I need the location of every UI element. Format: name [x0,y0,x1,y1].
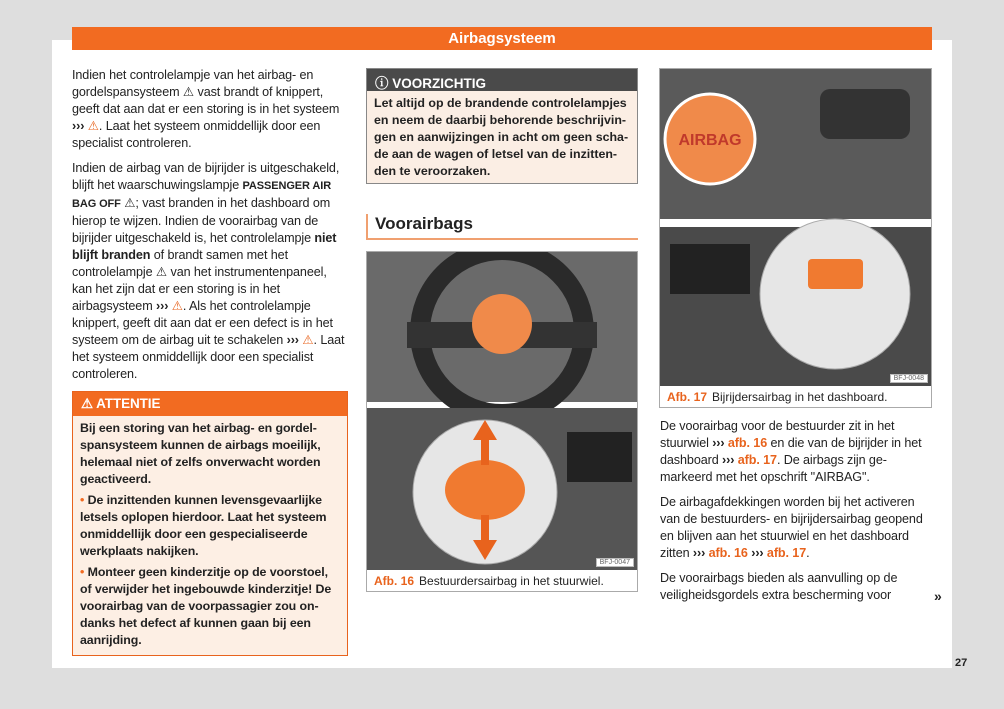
section-heading: Voorairbags [366,214,638,240]
passenger-airbag-off-icon: ⚠︎; [120,196,139,210]
attention-header: ⚠ ATTENTIE [73,392,347,416]
attention-bullet: • De inzittenden kunnen levensgevaarlijke letsels oplopen hierdoor. Laat het systeem onmiddellijk door een gespecialiseerde werkplaats nakijken. [80,493,327,558]
continued-mark: » [934,588,942,604]
figure-code: BFJ-0048 [890,374,928,383]
warning-triangle-icon: ⚠ [302,333,314,347]
figure-17 [659,68,932,408]
airbag-warning-lamp-icon: ⚠︎ [182,85,198,99]
figure-16 [366,251,638,592]
paragraph: De voorairbag voor de bestuurder zit in het stuurwiel ››› afb. 16 en die van de bijrijder in het dashboard ››› afb. 17. De airbags zijn gemarkeerd met het opschrift "AIRBAG". [660,419,922,484]
attention-box [72,391,348,656]
paragraph: Indien de airbag van de bijrijder is uitgeschakeld, blijft het waarschuwingslampje PASSENGER AIR BAG OFF ⚠︎; vast branden in het dashboard om hierop te wijzen. Indien de voorairbag van de bijrijder uitgeschakeld is, het controlelampje niet blijft branden of brandt samen met het controlelampje ⚠︎ van het instrumentenpaneel, kan het zijn dat er een storing is in het airbagsysteem ››› ⚠. Als het controlelampje knippert, geeft dit aan dat er een defect is in het systeem om de airbag uit te schakelen ››› ⚠. Laat het systeem onmiddellijk door een specialist controleren. [72,161,345,381]
figure-caption: Afb. 16 Bestuurdersairbag in het stuurwiel. [374,574,604,588]
figure-link[interactable]: afb. 16 [708,546,748,560]
airbag-callout-label: AIRBAG [678,132,742,149]
warning-triangle-icon: ⚠ [171,299,183,313]
left-column [72,67,348,656]
figure-link[interactable]: afb. 17 [737,453,777,467]
paragraph: De airbagafdekkingen worden bij het activeren van de bestuurders- en bijrijdersairbag geopend en blijven aan het stuurwiel en het dashboard zitten ››› afb. 16 ››› afb. 17. [660,495,923,560]
airbag-warning-lamp-icon: ⚠︎ [155,265,171,279]
attention-bullet: • Monteer geen kinderzitje op de voorstoel, of verwijder het ingebouwde kinderzitje! De voorairbag van de voorpassagier zou ondanks het defect af kunnen gaan bij een aanrijding. [80,565,332,647]
page-number: 27 [955,657,968,669]
info-circle-icon: ⓘ [375,76,393,91]
passenger-airbag-image [660,69,931,386]
caution-header: ⓘ VOORZICHTIG [367,69,637,91]
caution-text: Let altijd op de brandende controlelampjes en neem de daarbij behorende beschrijvingen en aanwijzingen in acht om geen schade aan de wagen of letsel van de inzittenden te veroorzaken. [374,96,629,178]
figure-code: BFJ-0047 [596,558,634,567]
warning-triangle-icon: ⚠ [81,396,97,411]
paragraph: De voorairbags bieden als aanvulling op de veiligheidsgordels extra bescherming voor [660,571,898,602]
page-title: Airbagsysteem [72,27,932,50]
warning-triangle-icon: ⚠ [87,119,99,133]
steering-wheel-airbag-image [367,252,637,570]
right-column [660,418,932,612]
attention-text: Bij een storing van het airbag- en gordelspansysteem kunnen de airbags moeilijk, helemaal niet of zelfs onverwacht worden geactiveerd. [80,421,321,486]
figure-link[interactable]: afb. 17 [766,546,807,560]
paragraph: Indien het controlelampje van het airbag- en gordelspansysteem ⚠︎ vast brandt of knippert, geeft dat aan dat er een storing is in het systeem ››› ⚠. Laat het systeem onmiddellijk door een specialist controleren. [72,68,340,150]
figure-caption: Afb. 17 Bijrijdersairbag in het dashboard. [667,390,888,404]
figure-link[interactable]: afb. 16 [727,436,768,450]
caution-box [366,68,638,184]
